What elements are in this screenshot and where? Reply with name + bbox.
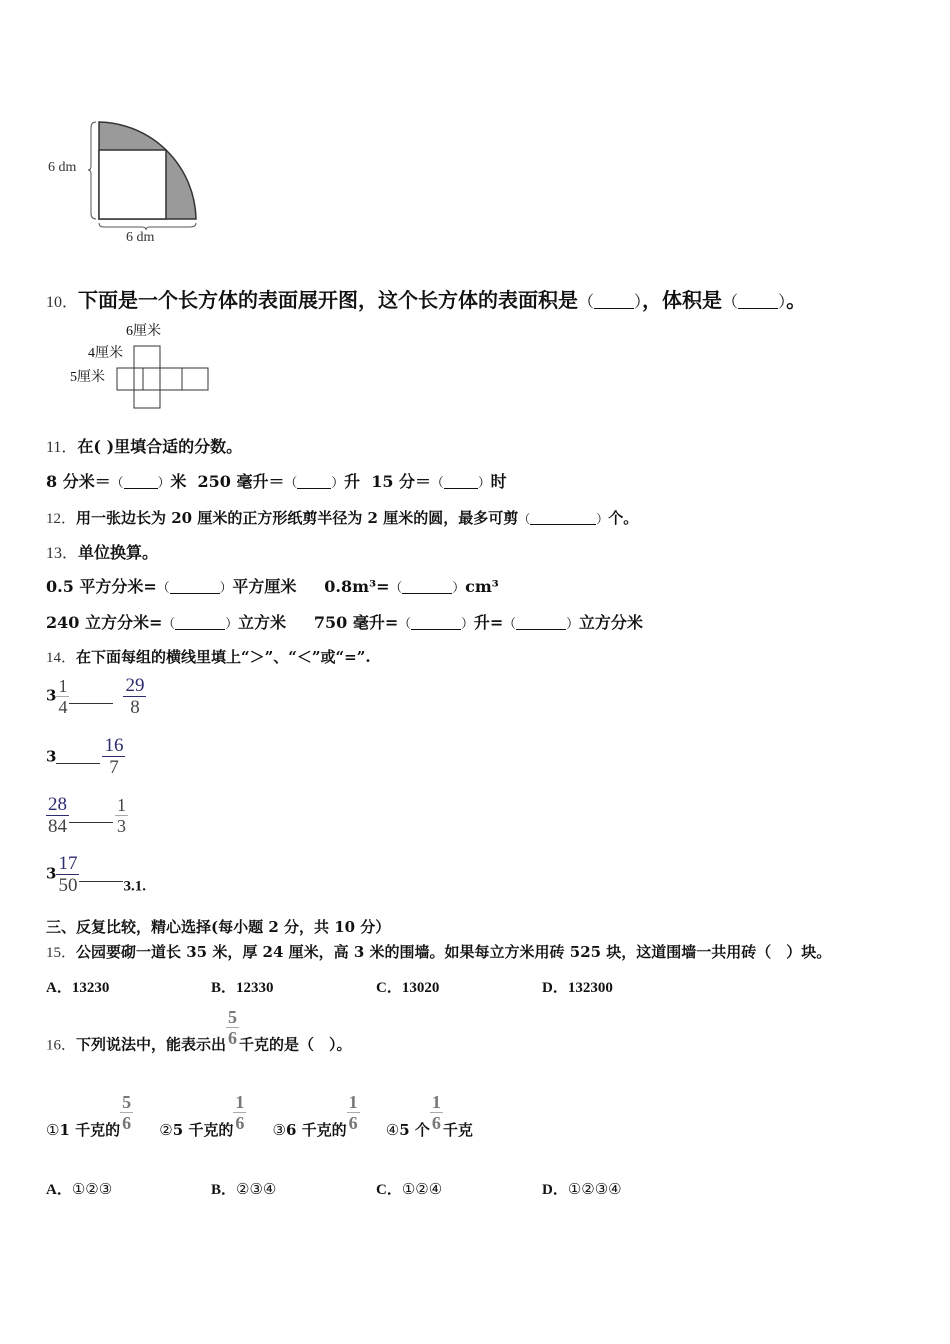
q15-option-c[interactable]: C．13020 [376,980,440,996]
fraction-right: $\frac{29}{8}$ [125,675,145,718]
item-unit: cm³ [465,577,499,596]
statement-2: ②5 千克的 $\frac{1}{6}$ [159,1092,245,1139]
question-13-row-1: 0.5 平方分米=（ ）平方厘米 0.8m³=（ ）cm³ [46,577,499,596]
answer-blank[interactable] [170,577,220,594]
item-prefix: 0.5 平方分米= [46,577,157,596]
item-prefix: 250 毫升＝ [197,472,285,491]
question-13-row-2: 240 立方分米=（ ）立方米 750 毫升=（ ）升=（ ）立方分米 [46,613,643,632]
question-text: 公园要砌一道长 35 米，厚 24 厘米，高 3 米的围墙。如果每立方米用砖 525 块，这道围墙一共用砖（ ）块。 [76,943,832,961]
question-12: 12．用一张边长为 20 厘米的正方形纸剪半径为 2 厘米的圆，最多可剪（ ）个。 [46,509,639,527]
question-text: 单位换算。 [78,543,159,562]
question-11-title [46,434,242,457]
compare-row-1 [46,676,146,717]
statement-3: ③6 千克的 $\frac{1}{6}$ [272,1092,358,1139]
answer-blank[interactable] [530,509,596,525]
compare-blank[interactable] [69,703,113,704]
question-number: 10． [46,294,79,311]
answer-blank[interactable] [175,613,225,630]
quarter-circle-figure [44,116,214,251]
item-unit: 升 [344,472,361,491]
compare-blank[interactable] [69,822,113,823]
whole-number: 3 [46,864,57,883]
answer-blank[interactable] [402,577,452,594]
compare-row-4 [46,854,146,896]
item-unit: 立方分米 [578,613,643,632]
item-prefix: 750 毫升= [313,613,399,632]
figure-bottom-label: 6 dm [126,230,155,245]
net-label-top: 6厘米 [126,324,161,339]
fraction-left: $\frac{17}{50}$ [58,853,78,896]
q15-option-d[interactable]: D．132300 [542,980,613,996]
fraction: $\frac{5}{6}$ [122,1092,132,1133]
item-unit: 升= [473,613,504,632]
question-number: 14． [46,650,77,666]
item-prefix: 0.8m³= [324,577,390,596]
question-text: 在下面每组的横线里填上“＞”、“＜”或“=”. [76,648,371,666]
question-text: 用一张边长为 20 厘米的正方形纸剪半径为 2 厘米的圆，最多可剪 [76,509,519,527]
question-text: 下面是一个长方体的表面展开图，这个长方体的表面积是 [78,288,579,312]
question-end: 个。 [608,509,639,527]
statement-4: ④5 个 $\frac{1}{6}$ 千克 [385,1092,473,1139]
decimal-value: 3.1. [123,878,146,895]
net-label-middle: 4厘米 [88,346,123,361]
net-label-left: 5厘米 [70,370,105,385]
question-11-items: 8 分米＝（ ）米 250 毫升＝（ ）升 15 分＝（ ）时 [46,472,507,491]
compare-row-3 [46,795,128,836]
item-prefix: 15 分＝ [371,472,432,491]
question-14-title [46,646,371,667]
question-number: 16． [46,1037,77,1054]
item-prefix: 240 立方分米= [46,613,163,632]
answer-blank[interactable] [297,472,331,489]
fraction: $\frac{1}{6}$ [348,1092,358,1133]
question-number: 15． [46,945,77,961]
q16-statements [46,1093,473,1140]
item-unit: 立方米 [237,613,286,632]
fraction-five-sixths: $\frac{5}{6}$ [228,1007,238,1048]
item-prefix: 8 分米＝ [46,472,111,491]
fraction-right: $\frac{1}{3}$ [117,795,126,836]
answer-blank[interactable] [516,613,566,630]
question-13-title [46,540,158,563]
q15-option-b[interactable]: B．12330 [211,980,274,996]
compare-blank[interactable] [79,881,123,882]
compare-blank[interactable] [56,763,100,764]
question-number: 12． [46,511,77,527]
fraction-right: $\frac{16}{7}$ [104,735,124,778]
question-end: 。 [786,288,807,312]
answer-blank-volume[interactable] [738,288,778,309]
q16-option-b[interactable]: B．②③④ [211,1182,277,1198]
q16-option-d[interactable]: D．①②③④ [542,1182,622,1198]
question-text-2: ，体积是 [642,288,723,312]
fraction: $\frac{1}{6}$ [235,1092,245,1133]
fraction-left: $\frac{1}{4}$ [58,676,68,717]
fraction-left: $\frac{28}{84}$ [48,794,67,837]
statement-1: ①1 千克的 $\frac{5}{6}$ [46,1092,132,1139]
compare-row-2 [46,736,125,777]
question-number: 11． [46,439,78,456]
whole-number: 3 [46,747,57,766]
question-text: 下列说法中，能表示出 [76,1035,227,1054]
question-15 [46,941,831,962]
question-number: 13． [46,545,79,562]
q15-option-a[interactable]: A．13230 [46,980,110,996]
cuboid-net-figure [64,320,224,410]
answer-blank[interactable] [444,472,478,489]
figure-left-label: 6 dm [48,160,77,175]
q16-option-a[interactable]: A．①②③ [46,1182,113,1198]
q16-option-c[interactable]: C．①②④ [376,1182,443,1198]
whole-number: 3 [46,686,57,705]
section-3-heading: 三、反复比较，精心选择(每小题 2 分，共 10 分） [46,918,391,936]
fraction: $\frac{1}{6}$ [431,1092,441,1133]
answer-blank-surface-area[interactable] [594,288,634,309]
item-unit: 米 [170,472,187,491]
question-16 [46,1008,352,1055]
question-text-2: 千克的是（ ）。 [239,1035,352,1054]
question-text: 在( )里填合适的分数。 [77,437,243,456]
question-10: 10．下面是一个长方体的表面展开图，这个长方体的表面积是（ ），体积是（ ）。 [46,288,807,312]
item-unit: 平方厘米 [232,577,297,596]
answer-blank[interactable] [124,472,158,489]
item-unit: 时 [490,472,507,491]
answer-blank[interactable] [411,613,461,630]
